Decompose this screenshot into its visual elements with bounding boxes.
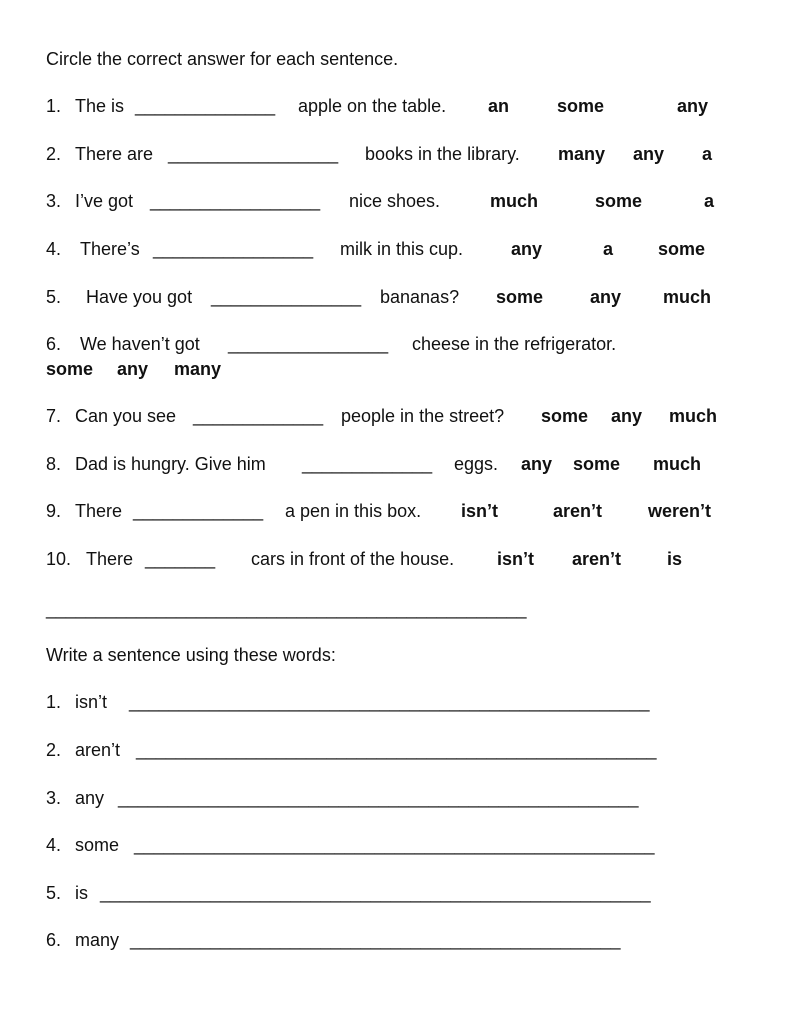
item-word: some <box>75 835 120 855</box>
answer-blank[interactable]: _______ <box>145 549 216 569</box>
answer-option[interactable]: many <box>174 359 222 379</box>
answer-option[interactable]: is <box>667 549 683 569</box>
sentence-start: The is <box>75 96 125 116</box>
answer-option[interactable]: aren’t <box>553 501 603 521</box>
section-divider: ________________________________________________ <box>46 599 527 619</box>
writing-line[interactable]: _______________________________________________________ <box>100 883 651 903</box>
question-number: 2. <box>46 144 62 164</box>
answer-option[interactable]: a <box>702 144 713 164</box>
answer-blank[interactable]: _________________ <box>168 144 339 164</box>
item-word: any <box>75 788 105 808</box>
sentence-end: a pen in this box. <box>285 501 422 521</box>
sentence-end: apple on the table. <box>298 96 447 116</box>
sentence-start: There <box>75 501 123 521</box>
answer-blank[interactable]: ________________ <box>228 334 389 354</box>
sentence-start: Dad is hungry. Give him <box>75 454 266 474</box>
sentence-end: books in the library. <box>365 144 520 164</box>
answer-option[interactable]: any <box>611 406 643 426</box>
question-number: 1. <box>46 96 62 116</box>
instructions-heading: Write a sentence using these words: <box>46 645 336 665</box>
answer-option[interactable]: much <box>669 406 718 426</box>
question-number: 5. <box>46 287 62 307</box>
answer-option[interactable]: any <box>677 96 709 116</box>
sentence-end: eggs. <box>454 454 499 474</box>
answer-option[interactable]: weren’t <box>648 501 712 521</box>
writing-line[interactable]: ____________________________________________________ <box>118 788 639 808</box>
answer-option[interactable]: some <box>557 96 605 116</box>
item-word: aren’t <box>75 740 121 760</box>
answer-option[interactable]: some <box>541 406 589 426</box>
sentence-start: Can you see <box>75 406 177 426</box>
answer-option[interactable]: isn’t <box>497 549 535 569</box>
answer-option[interactable]: some <box>573 454 621 474</box>
answer-blank[interactable]: ________________ <box>153 239 314 259</box>
sentence-start: There’s <box>80 239 140 259</box>
item-number: 3. <box>46 788 62 808</box>
sentence-end: people in the street? <box>341 406 505 426</box>
sentence-start: I’ve got <box>75 191 134 211</box>
answer-option[interactable]: much <box>663 287 712 307</box>
answer-option[interactable]: any <box>521 454 553 474</box>
sentence-start: We haven’t got <box>80 334 200 354</box>
writing-line[interactable]: ____________________________________________________ <box>136 740 657 760</box>
answer-option[interactable]: some <box>595 191 643 211</box>
writing-line[interactable]: _________________________________________________ <box>130 930 621 950</box>
question-number: 6. <box>46 334 62 354</box>
question-number: 7. <box>46 406 62 426</box>
answer-option[interactable]: some <box>46 359 94 379</box>
answer-option[interactable]: aren’t <box>572 549 622 569</box>
item-word: isn’t <box>75 692 108 712</box>
question-number: 10. <box>46 549 72 569</box>
instructions-heading: Circle the correct answer for each sentence. <box>46 49 399 69</box>
answer-option[interactable]: any <box>633 144 665 164</box>
question-number: 4. <box>46 239 62 259</box>
answer-option[interactable]: a <box>603 239 614 259</box>
answer-blank[interactable]: _______________ <box>211 287 362 307</box>
item-word: many <box>75 930 120 950</box>
sentence-end: nice shoes. <box>349 191 441 211</box>
sentence-start: There <box>86 549 134 569</box>
question-number: 3. <box>46 191 62 211</box>
sentence-end: milk in this cup. <box>340 239 464 259</box>
sentence-end: cars in front of the house. <box>251 549 455 569</box>
answer-option[interactable]: some <box>496 287 544 307</box>
answer-option[interactable]: some <box>658 239 706 259</box>
answer-blank[interactable]: _____________ <box>302 454 433 474</box>
item-number: 2. <box>46 740 62 760</box>
answer-option[interactable]: any <box>590 287 622 307</box>
answer-option[interactable]: many <box>558 144 606 164</box>
answer-option[interactable]: a <box>704 191 715 211</box>
question-number: 9. <box>46 501 62 521</box>
answer-blank[interactable]: _____________ <box>193 406 324 426</box>
item-number: 5. <box>46 883 62 903</box>
item-number: 6. <box>46 930 62 950</box>
question-number: 8. <box>46 454 62 474</box>
item-number: 4. <box>46 835 62 855</box>
answer-option[interactable]: any <box>511 239 543 259</box>
item-word: is <box>75 883 88 903</box>
answer-blank[interactable]: _____________ <box>133 501 264 521</box>
answer-blank[interactable]: _________________ <box>150 191 321 211</box>
sentence-end: bananas? <box>380 287 460 307</box>
sentence-end: cheese in the refrigerator. <box>412 334 617 354</box>
answer-option[interactable]: isn’t <box>461 501 499 521</box>
item-number: 1. <box>46 692 62 712</box>
writing-line[interactable]: ____________________________________________________ <box>129 692 650 712</box>
answer-option[interactable]: an <box>488 96 510 116</box>
answer-option[interactable]: much <box>490 191 539 211</box>
answer-blank[interactable]: ______________ <box>135 96 276 116</box>
sentence-start: Have you got <box>86 287 193 307</box>
answer-option[interactable]: much <box>653 454 702 474</box>
writing-line[interactable]: ____________________________________________________ <box>134 835 655 855</box>
sentence-start: There are <box>75 144 154 164</box>
answer-option[interactable]: any <box>117 359 149 379</box>
